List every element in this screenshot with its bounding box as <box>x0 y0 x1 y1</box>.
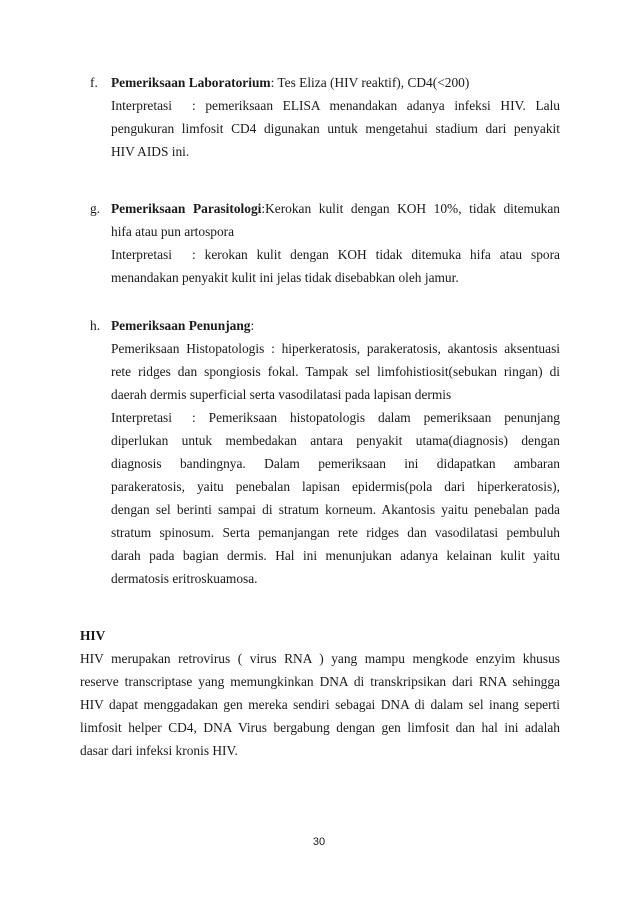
item-title: Pemeriksaan Laboratorium <box>111 75 271 90</box>
interpretation-text: : pemeriksaan ELISA menandakan adanya infeksi HIV. Lalu <box>192 98 560 113</box>
paragraph-line: Pemeriksaan Histopatologis : hiperkeratosis, parakeratosis, akantosis aksentuasi <box>111 341 560 356</box>
interpretation-label: Interpretasi <box>111 247 172 262</box>
paragraph-line: daerah dermis superficial serta vasodilatasi pada lapisan dermis <box>111 387 452 402</box>
paragraph-line: HIV AIDS ini. <box>111 144 190 159</box>
paragraph-line: HIV dapat menggadakan gen mereka sendiri sebagai DNA di dalam sel inang seperti <box>80 697 560 712</box>
item-title: Pemeriksaan Penunjang <box>111 318 251 333</box>
paragraph-line: pengukuran limfosit CD4 digunakan untuk mengetahui stadium dari penyakit <box>111 121 560 136</box>
paragraph-line: dasar dari infeksi kronis HIV. <box>80 743 238 758</box>
paragraph-line: rete ridges dan spongiosis fokal. Tampak sel limfohistiosit(sebukan ringan) di <box>111 364 560 379</box>
page-number: 30 <box>312 836 326 848</box>
item-title-suffix: : Tes Eliza (HIV reaktif), CD4(<200) <box>270 75 470 90</box>
item-title-line <box>111 197 560 220</box>
interpretation-label: Interpretasi <box>111 98 172 113</box>
paragraph-line: dengan sel berinti sampai di stratum korneum. Akantosis yaitu penebalan pada <box>111 502 560 517</box>
paragraph-line: reserve transcriptase yang memungkinkan DNA di transkripsikan dari RNA sehingga <box>80 674 560 689</box>
paragraph-line: HIV merupakan retrovirus ( virus RNA ) yang mampu mengkode enzyim khusus <box>80 651 560 666</box>
paragraph-line: menandakan penyakit kulit ini jelas tidak disebabkan oleh jamur. <box>111 270 459 285</box>
item-title-line <box>111 314 560 337</box>
paragraph-line: stratum spinosum. Serta pemanjangan rete ridges dan vasodilatasi pembuluh <box>111 525 560 540</box>
interpretation-line <box>111 94 560 117</box>
paragraph-line: diagnosis bandingnya. Dalam pemeriksaan ini didapatkan ambaran <box>111 456 560 471</box>
paragraph-line: darah pada bagian dermis. Hal ini menunjukan adanya kelainan kulit yaitu <box>111 548 560 563</box>
interpretation-line <box>111 406 560 429</box>
list-marker: g. <box>90 201 101 216</box>
item-title-line <box>111 71 560 94</box>
list-item-content <box>111 71 560 163</box>
list-marker: h. <box>90 318 101 333</box>
item-title-suffix: : <box>250 318 255 333</box>
item-title-suffix: :Kerokan kulit dengan KOH 10%, tidak ditemukan <box>261 201 560 216</box>
hiv-section <box>80 624 560 762</box>
section-heading <box>80 624 560 647</box>
list-item-content <box>111 197 560 289</box>
paragraph-line: hifa atau pun artospora <box>111 224 235 239</box>
paragraph-line: limfosit helper CD4, DNA Virus bergabung dengan gen limfosit dan hal ini adalah <box>80 720 560 735</box>
paragraph-line: diperlukan untuk membedakan antara penyakit utama(diagnosis) dengan <box>111 433 560 448</box>
section-heading-text: HIV <box>80 628 106 643</box>
list-item-content <box>111 314 560 590</box>
paragraph-line: dermatosis eritroskuamosa. <box>111 571 258 586</box>
interpretation-label: Interpretasi <box>111 410 172 425</box>
interpretation-text: : kerokan kulit dengan KOH tidak ditemuka hifa atau spora <box>192 247 560 262</box>
paragraph-line: parakeratosis, yaitu penebalan lapisan epidermis(pola dari hiperkeratosis), <box>111 479 560 494</box>
interpretation-line <box>111 243 560 266</box>
item-title: Pemeriksaan Parasitologi <box>111 201 262 216</box>
interpretation-text: : Pemeriksaan histopatologis dalam pemeriksaan penunjang <box>192 410 560 425</box>
list-marker: f. <box>90 75 98 90</box>
